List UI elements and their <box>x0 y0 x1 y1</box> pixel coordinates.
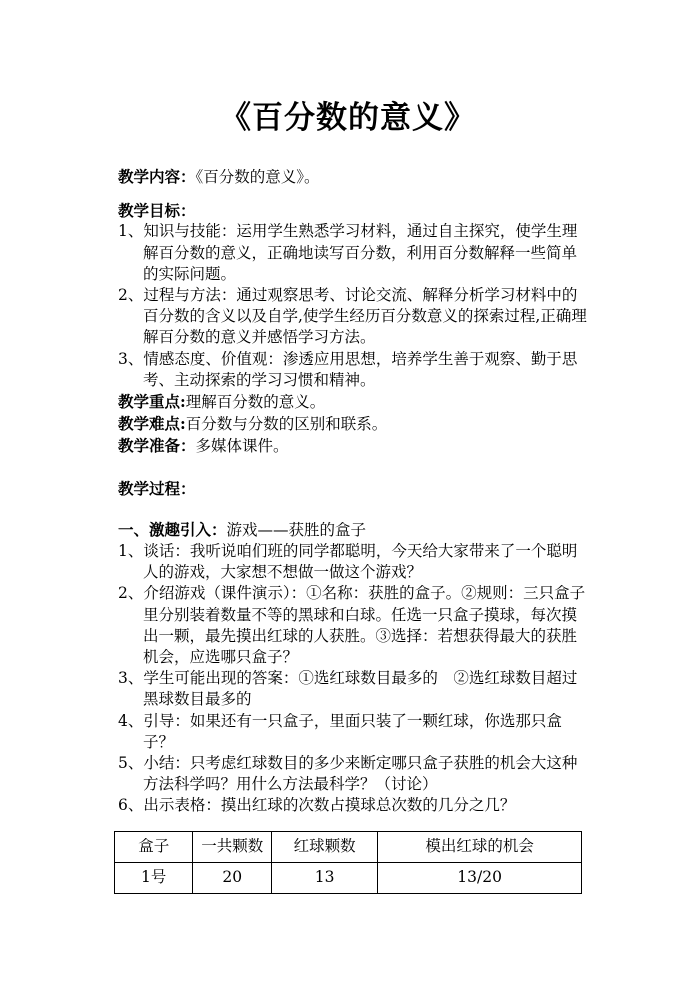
goal-item-3: 3、情感态度、价值观：渗透应用思想，培养学生善于观察、勤于思考、主动探索的学习习惯和精神。 <box>118 349 578 389</box>
section1-item-3: 3、学生可能出现的答案：①选红球数目最多的 ②选红球数目超过黑球数目最多的 <box>118 669 578 709</box>
content-line <box>118 166 588 188</box>
content-label: 教学内容： <box>118 167 196 186</box>
table-cell: 20 <box>193 862 272 893</box>
table-cell: 13/20 <box>378 862 582 893</box>
table-header-cell: 红球颗数 <box>272 831 378 862</box>
section1-item-1: 1、谈话：我听说咱们班的同学都聪明，今天给大家带来了一个聪明人的游戏，大家想不想做一做这个游戏？ <box>118 542 578 582</box>
section1-heading <box>118 519 588 541</box>
page-title: 《百分数的意义》 <box>220 100 476 136</box>
table-header-cell: 一共颗数 <box>193 831 272 862</box>
lesson-content <box>118 166 588 894</box>
table-cell: 1号 <box>115 862 193 893</box>
key-point-label: 教学重点: <box>118 392 186 412</box>
prep-label: 教学准备： <box>118 436 196 456</box>
difficulty-text: 百分数与分数的区别和联系。 <box>185 415 388 434</box>
table-cell: 13 <box>272 862 378 893</box>
section1-item-4: 4、引导：如果还有一只盒子，里面只装了一颗红球，你选那只盒子？ <box>118 711 562 751</box>
section1-heading-text: 游戏——获胜的盒子 <box>226 520 367 539</box>
goals-label: 教学目标： <box>118 201 196 221</box>
goal-item-1: 1、知识与技能：运用学生熟悉学习材料，通过自主探究，使学生理解百分数的意义，正确地读写百分数，利用百分数解释一些简单的实际问题。 <box>118 222 578 283</box>
key-point-text: 理解百分数的意义。 <box>185 393 326 412</box>
difficulty-line <box>118 413 588 435</box>
table-header-cell: 模出红球的机会 <box>378 831 582 862</box>
section1-item-6: 6、出示表格：摸出红球的次数占摸球总次数的几分之几？ <box>118 796 516 815</box>
section1-item-5: 5、小结：只考虑红球数目的多少来断定哪只盒子获胜的机会大这种方法科学吗？用什么方法最科学？（讨论） <box>118 754 578 794</box>
probability-table <box>114 831 582 894</box>
prep-text: 多媒体课件。 <box>195 437 289 456</box>
prep-line <box>118 435 588 457</box>
section1-item-2: 2、介绍游戏（课件演示）：①名称：获胜的盒子。②规则：三只盒子里分别装着数量不等的黑球和白球。任选一只盒子摸球，每次摸出一颗，最先摸出红球的人获胜。③选择：若想获得最大的获胜机会，应选哪只盒子？ <box>118 584 586 667</box>
table-header-row <box>115 831 582 862</box>
goal-item-2: 2、过程与方法：通过观察思考、讨论交流、解释分析学习材料中的百分数的含义以及自学,使学生经历百分数意义的探索过程,正确理解百分数的意义并感悟学习方法。 <box>118 286 587 347</box>
table-row <box>115 862 582 893</box>
key-point-line <box>118 391 588 413</box>
table-header-cell: 盒子 <box>115 831 193 862</box>
section1-heading-bold: 一、激趣引入： <box>118 519 227 539</box>
process-label: 教学过程： <box>118 478 196 498</box>
difficulty-label: 教学难点: <box>118 414 186 434</box>
content-text: 《百分数的意义》。 <box>195 168 320 186</box>
